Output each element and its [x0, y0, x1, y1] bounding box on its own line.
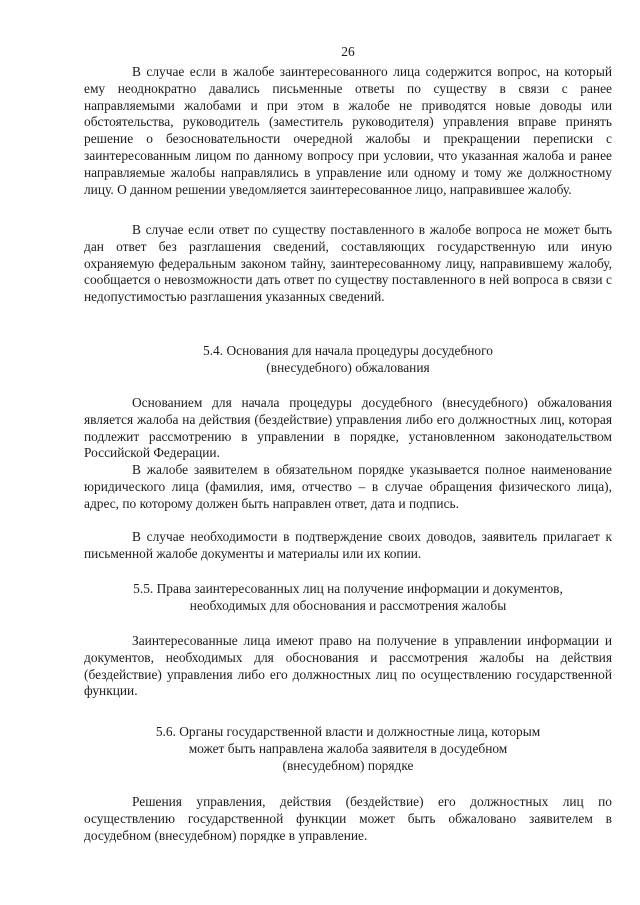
paragraph-repeat-complaint: В случае если в жалобе заинтересованного лица содержится вопрос, на который ему неоднократно давались письменные ответы по существу в связи с ранее направляемыми жалобами и при этом в жалобе не приводятся новые доводы или обстоятельства, руководитель (заместитель руководителя) управления вправе принять решение о безосновательности очередной жалобы и прекращении переписки с заинтересованным лицом по данному вопросу при условии, что указанная жалоба и ранее направляемые жалобы направлялись в управление или одному и тому же должностному лицу. О данном решении уведомляется заинтересованное лицо, направившее жалобу.	[84, 64, 612, 197]
paragraph-secret-info: В случае если ответ по существу поставленного в жалобе вопроса не может быть дан ответ без разглашения сведений, составляющих государственную или иную охраняемую федеральным законом тайну, заинтересованному лицу, направившему жалобу, сообщается о невозможности дать ответ по существу поставленного в ней вопроса в связи с недопустимостью разглашения указанных сведений.	[84, 222, 612, 305]
page-number: 26	[341, 44, 355, 59]
section-5-4-heading: 5.4. Основания для начала процедуры досудебного (внесудебного) обжалования	[203, 343, 493, 375]
section-5-5-paragraph-1: Заинтересованные лица имеют право на получение в управлении информации и документов, необходимых для обоснования и рассмотрения жалобы на действия (бездействие) управления либо его должностных лиц по осуществлению государственной функции.	[84, 633, 612, 699]
section-5-4-paragraph-3: В случае необходимости в подтверждение своих доводов, заявитель прилагает к письменной жалобе документы и материалы или их копии.	[84, 529, 612, 561]
section-5-4-paragraph-2: В жалобе заявителем в обязательном порядке указывается полное наименование юридического лица (фамилия, имя, отчество – в случае обращения физического лица), адрес, по которому должен быть направлен ответ, дата и подпись.	[84, 462, 612, 511]
section-5-6-heading: 5.6. Органы государственной власти и должностные лица, которым может быть направлена жалоба заявителя в досудебном (внесудебном) порядке	[155, 724, 541, 773]
section-5-4-paragraph-1: Основанием для начала процедуры досудебного (внесудебного) обжалования является жалоба на действия (бездействие) управления либо его должностных лиц, которая подлежит рассмотрению в управлении в порядке, установленном законодательством Российской Федерации.	[84, 395, 612, 461]
section-5-6-paragraph-1: Решения управления, действия (бездействие) его должностных лиц по осуществлению государственной функции может быть обжаловано заявителем в досудебном (внесудебном) порядке в управление.	[84, 794, 612, 843]
section-5-5-heading: 5.5. Права заинтересованных лиц на получение информации и документов, необходимых для обоснования и рассмотрения жалобы	[133, 581, 563, 613]
